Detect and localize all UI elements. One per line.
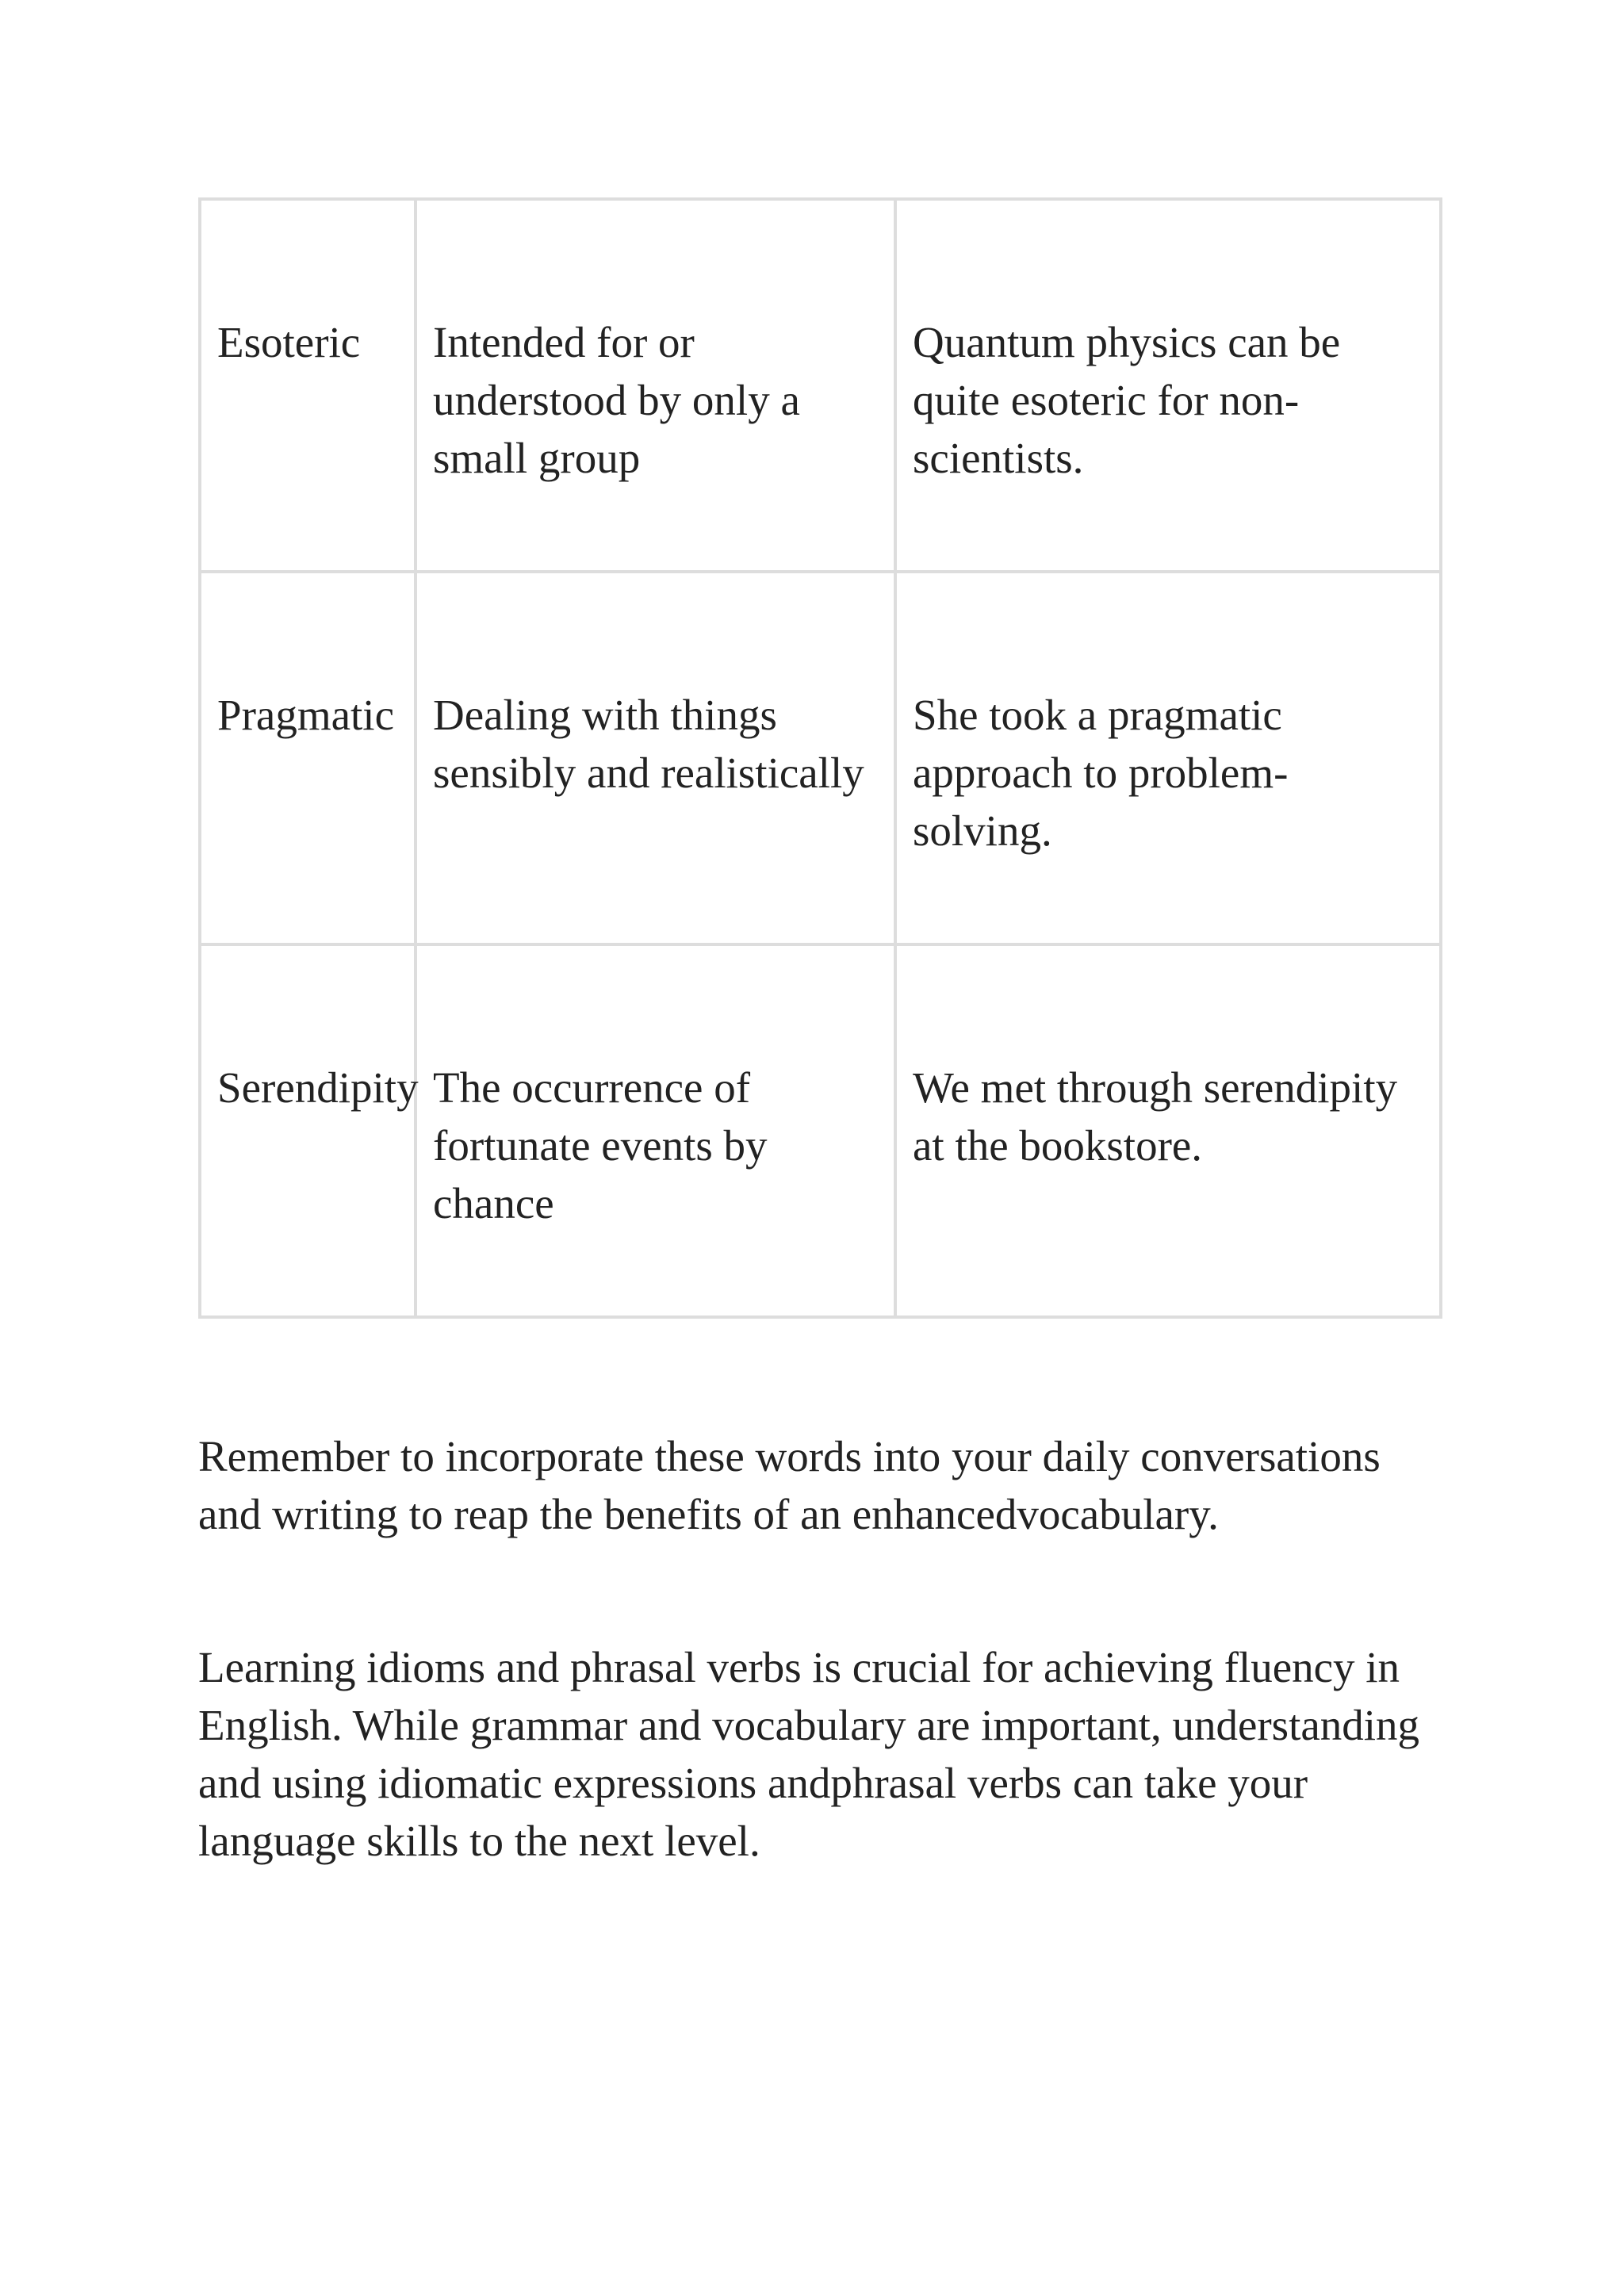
word-cell: Esoteric [200, 199, 416, 572]
definition-cell: Intended for or understood by only a small group [416, 199, 895, 572]
table-row [200, 572, 1441, 944]
definition-cell: Dealing with things sensibly and realistically [416, 572, 895, 944]
vocabulary-table [198, 197, 1442, 1319]
example-cell: We met through serendipity at the bookstore. [895, 944, 1441, 1317]
reminder-paragraph: Remember to incorporate these words into your daily conversations and writing to reap the benefits of an enhancedvocabulary. [198, 1432, 1381, 1538]
definition-cell: The occurrence of fortunate events by chance [416, 944, 895, 1317]
table-row [200, 199, 1441, 572]
example-cell: Quantum physics can be quite esoteric for non-scientists. [895, 199, 1441, 572]
word-cell: Pragmatic [200, 572, 416, 944]
table-row [200, 944, 1441, 1317]
example-cell: She took a pragmatic approach to problem-solving. [895, 572, 1441, 944]
idioms-paragraph: Learning idioms and phrasal verbs is crucial for achieving fluency in English. While grammar and vocabulary are important, understanding and using idiomatic expressions andphrasal verbs can take your language skills to the next level. [198, 1643, 1420, 1865]
word-cell: Serendipity [200, 944, 416, 1317]
